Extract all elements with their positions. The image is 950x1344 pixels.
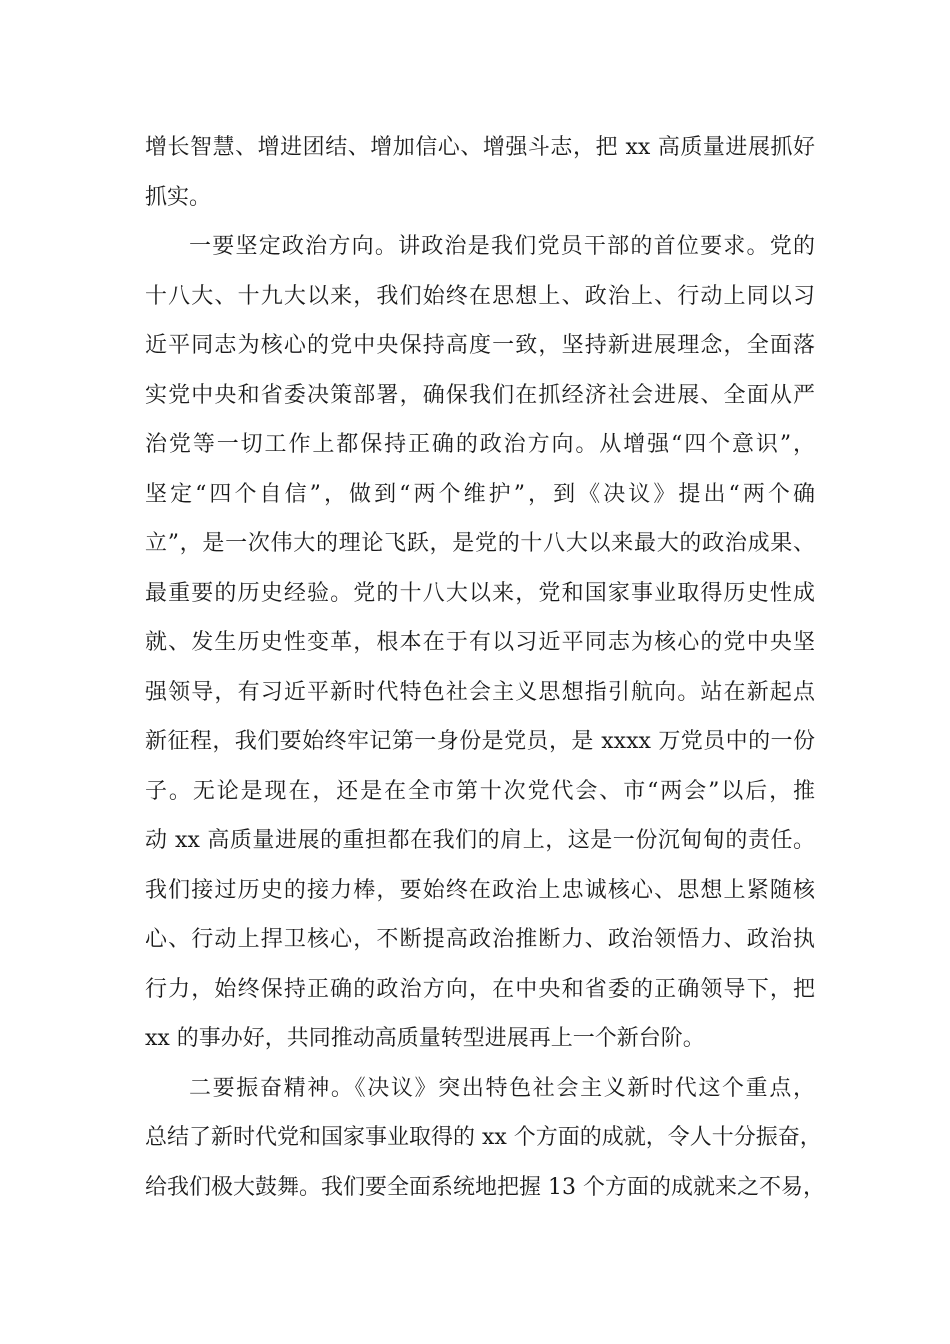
text-line: 治党等一切工作上都保持正确的政治方向。从增强“四个意识”， [145, 432, 815, 457]
paragraph-first-line: 一要坚定政治方向。讲政治是我们党员干部的首位要求。党的 [189, 234, 815, 259]
text-line: 最重要的历史经验。党的十八大以来，党和国家事业取得历史性成 [145, 580, 815, 606]
text-line: 坚定“四个自信”，做到“两个维护”，到《决议》提出“两个确 [145, 481, 815, 507]
text-line: 抓实。 [145, 184, 212, 210]
text-line: 子。无论是现在，还是在全市第十次党代会、市“两会”以后，推 [145, 778, 815, 804]
text-line: 给我们极大鼓舞。我们要全面系统地把握 13 个方面的成就来之不易， [145, 1174, 825, 1200]
text-line: xx 的事办好，共同推动高质量转型进展再上一个新台阶。 [145, 1026, 705, 1051]
text-line: 总结了新时代党和国家事业取得的 xx 个方面的成就，令人十分振奋， [145, 1125, 822, 1150]
text-line: 立”，是一次伟大的理论飞跃，是党的十八大以来最大的政治成果、 [145, 531, 815, 556]
text-line: 强领导，有习近平新时代特色社会主义思想指引航向。站在新起点 [145, 679, 815, 705]
document-body [145, 123, 825, 1212]
text-line: 行力，始终保持正确的政治方向，在中央和省委的正确领导下，把 [145, 976, 815, 1002]
paragraph-first-line: 二要振奋精神。《决议》突出特色社会主义新时代这个重点， [189, 1075, 815, 1101]
text-line: 新征程，我们要始终牢记第一身份是党员，是 xxxx 万党员中的一份 [145, 729, 815, 754]
text-line: 十八大、十九大以来，我们始终在思想上、政治上、行动上同以习 [145, 283, 815, 309]
text-line: 动 xx 高质量进展的重担都在我们的肩上，这是一份沉甸甸的责任。 [145, 828, 815, 853]
text-line: 就、发生历史性变革，根本在于有以习近平同志为核心的党中央坚 [145, 630, 815, 655]
text-line: 我们接过历史的接力棒，要始终在政治上忠诚核心、思想上紧随核 [145, 877, 815, 903]
text-line: 心、行动上捍卫核心，不断提高政治推断力、政治领悟力、政治执 [145, 927, 815, 952]
text-line: 实党中央和省委决策部署，确保我们在抓经济社会进展、全面从严 [145, 382, 815, 408]
text-line: 增长智慧、增进团结、增加信心、增强斗志，把 xx 高质量进展抓好 [145, 135, 815, 160]
text-line: 近平同志为核心的党中央保持高度一致，坚持新进展理念，全面落 [145, 333, 815, 358]
